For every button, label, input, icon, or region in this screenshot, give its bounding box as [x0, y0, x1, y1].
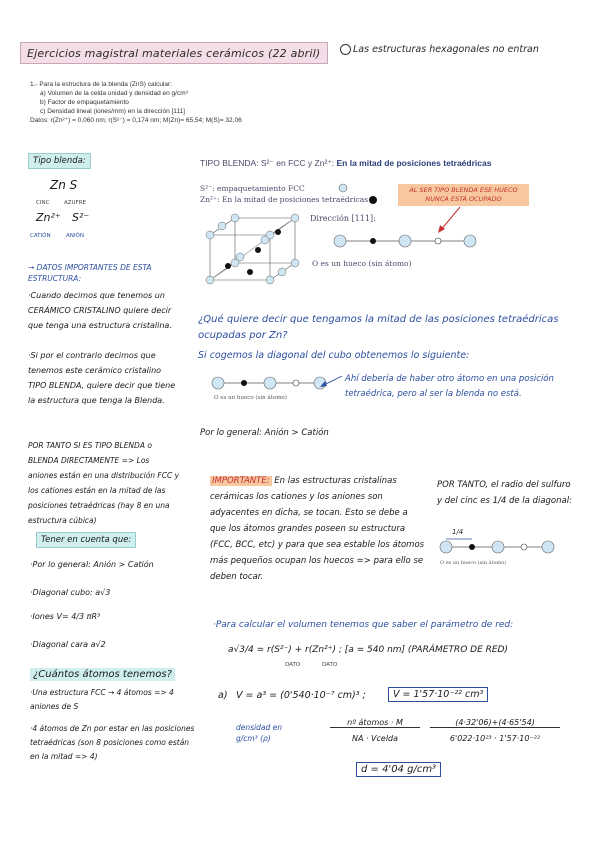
density-numerator-values: (4·32'06)+(4·65'54) — [430, 718, 560, 728]
legend-markers — [338, 183, 388, 208]
callout-arrow-icon — [430, 205, 470, 235]
dato-label-1: DATO — [285, 662, 301, 668]
bullet-general: ·Por lo general: Anión > Catión — [30, 560, 154, 569]
diagonal-small-diagram — [208, 372, 328, 394]
atom-s-1 — [334, 235, 346, 247]
cuantos-p2: ·4 átomos de Zn por estar en las posiciones tetraédricas (son 8 posiciones como están en la mitad => 4) — [30, 724, 195, 761]
figure-heading-a: TIPO BLENDA: S²⁻ en FCC y Zn²⁺: — [200, 158, 337, 168]
problem-intro: 1.- Para la estructura de la blenda (ZnS) calcular: — [30, 81, 172, 88]
quarter-diagram — [436, 536, 556, 558]
datos-importantes: → DATOS IMPORTANTES DE ESTA ESTRUCTURA: — [28, 263, 152, 283]
problem-data: Datos: r(Zn²⁺) = 0,060 nm; r(S²⁻) = 0,174 nm; M(Zn)= 65,54; M(S)= 32,06 — [30, 117, 242, 124]
bullet-diagonal-cubo: ·Diagonal cubo: a√3 — [30, 588, 111, 597]
problem-item-a: a) Volumen de la celda unidad y densidad en g/cm³ — [40, 90, 188, 97]
arrow-deberia-icon — [318, 372, 344, 390]
header-note-text: Las estructuras hexagonales no entran — [353, 44, 539, 55]
volume-result: V = 1'57·10⁻²² cm³ — [388, 687, 488, 702]
left-paragraph-2: ·Si por el contrario decimos que tenemos este cerámico cristalino TIPO BLENDA, quiere decir que tiene la estructura que tenga la Blenda. — [28, 351, 176, 405]
density-denominator: NA · Vcelda — [351, 734, 399, 743]
legend-s: S²⁻: empaquetamiento FCC — [200, 184, 305, 193]
hueco-legend: O es un hueco (sin átomo) — [312, 259, 412, 268]
deberia-text: Ahí debería de haber otro átomo en una posición tetraédrica, pero al ser la blenda no está. — [345, 374, 554, 399]
label-anion: ANIÓN — [66, 233, 84, 239]
problem-statement — [30, 80, 242, 125]
dato-label-2: DATO — [322, 662, 338, 668]
unit-cell-diagram — [200, 210, 310, 285]
legend-s-marker — [339, 184, 347, 192]
label-cation: CATIÓN — [30, 233, 51, 239]
density-label: densidad en g/cm³ (ρ) — [236, 723, 282, 743]
figure-heading — [200, 158, 491, 169]
volume-label: a) — [218, 690, 228, 701]
general-anion-cation: Por lo general: Anión > Catión — [200, 428, 329, 438]
volume-equation: V = a³ = (0'540·10⁻⁷ cm)³ ; — [236, 690, 366, 701]
formula-zns: Zn S — [50, 178, 78, 192]
label-azufre: AZUFRE — [64, 200, 87, 206]
page-title: Ejercicios magistral materiales cerámicos (22 abril) — [20, 42, 328, 64]
equation-parametro: a√3/4 = r(S²⁻) + r(Zn²⁺) ; [a = 540 nm] (PARÁMETRO DE RED) — [228, 645, 508, 655]
header-note — [340, 44, 539, 55]
left-paragraph-1: ·Cuando decimos que tenemos un CERÁMICO CRISTALINO quiere decir que tenga una estructura cristalina. — [28, 291, 172, 330]
tipo-blenda-label: Tipo blenda: — [28, 153, 91, 169]
density-denominator-values: 6'022·10²³ · 1'57·10⁻²² — [449, 734, 541, 743]
cuantos-atomos-heading: ¿Cuántos átomos tenemos? — [30, 668, 175, 681]
s-ion: S²⁻ — [72, 211, 90, 224]
question-mitad: ¿Qué quiere decir que tengamos la mitad de las posiciones tetraédricas ocupadas por Zn? — [198, 314, 559, 341]
hueco-marker — [435, 238, 441, 244]
tener-cuenta-label: Tener en cuenta que: — [36, 532, 136, 548]
direction-label: Dirección [111]: — [310, 214, 376, 223]
importante-label: IMPORTANTE: — [212, 476, 270, 486]
problem-item-b: b) Factor de empaquetamiento — [40, 99, 129, 106]
calc-intro: ·Para calcular el volumen tenemos que saber el parámetro de red: — [213, 620, 514, 630]
legend-zn-marker — [369, 196, 377, 204]
bullet-diagonal-cara: ·Diagonal cara a√2 — [30, 640, 106, 649]
density-result: d = 4'04 g/cm³ — [356, 762, 441, 777]
cuantos-p1: ·Una estructura FCC → 4 átomos => 4 aniones de S — [30, 688, 174, 711]
zn-ion: Zn²⁺ — [36, 211, 61, 224]
legend-zn: Zn²⁺: En la mitad de posiciones tetraédricas — [200, 195, 369, 204]
label-cinc: CINC — [36, 200, 50, 206]
importante-block — [210, 473, 425, 585]
callout-hueco: AL SER TIPO BLENDA ESE HUECO NUNCA ESTÁ OCUPADO — [398, 184, 529, 206]
bullet-iones: ·Iones V= 4/3 πR³ — [30, 612, 101, 621]
hueco-small-legend: O es un hueco (sin átomo) — [214, 395, 287, 401]
atom-s-3 — [464, 235, 476, 247]
hueco-quarter-legend: O es un hueco (sin átomo) — [440, 560, 507, 566]
atom-s-2 — [399, 235, 411, 247]
quarter-label: 1/4 — [452, 528, 464, 536]
por-tanto-text: POR TANTO, el radio del sulfuro y del cinc es 1/4 de la diagonal: — [437, 480, 572, 506]
left-paragraph-3: POR TANTO SI ES TIPO BLENDA o BLENDA DIRECTAMENTE => Los aniones están en una distribución FCC y los cationes están en la mitad de las posiciones tetraédricas (hay 8 en una estructura cúbica) — [28, 441, 180, 525]
atom-zn-1 — [370, 238, 376, 244]
diagonal-text: Si cogemos la diagonal del cubo obtenemos lo siguiente: — [198, 350, 470, 361]
density-numerator: nº átomos · M — [330, 718, 420, 728]
figure-heading-b: En la mitad de posiciones tetraédricas — [336, 158, 492, 168]
problem-item-c: c) Densidad lineal (iones/mm) en la dirección [111] — [40, 108, 185, 115]
circled-icon — [340, 44, 351, 55]
importante-text: En las estructuras cristalinas cerámicas los cationes y los aniones son adyacentes en dicha, se tocan. Esto se debe a que los átomos grandes poseen su estructura (FCC, BCC, etc) y para que sea estable los átomos más pequeños ocupan los huecos => para ello se deben tocar. — [210, 476, 425, 582]
